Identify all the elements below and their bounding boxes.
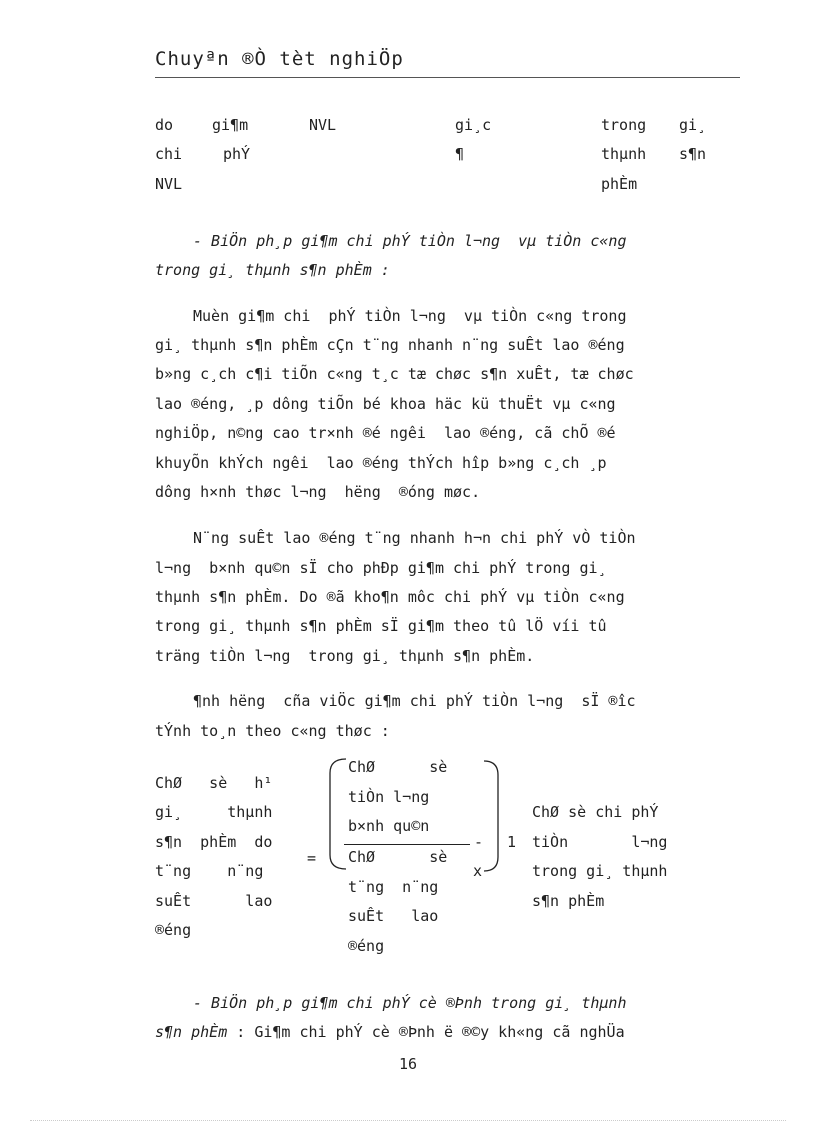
wages-heading-line2: trong gi¸ thµnh s¶n phÈm :: [155, 261, 390, 279]
wages-heading-line1: - BiÖn ph¸p gi¶m chi phÝ tiÒn l¬ng vµ tiÒn c«ng: [193, 232, 627, 250]
text-line: tÝnh to¸n theo c«ng thøc :: [155, 722, 390, 740]
one-value: 1: [507, 833, 517, 851]
formula-right-line: s¶n phÈm: [532, 892, 605, 910]
denominator-line: ChØ sè: [348, 848, 448, 866]
formula-left-line: gi¸ thµnh: [155, 803, 273, 821]
fixed-cost-text: : Gi¶m chi phÝ cè ®Þnh ë ®©y kh«ng cã nghÜa: [227, 1023, 625, 1041]
page-header-title: Chuyªn ®Ò tèt nghiÖp: [155, 48, 404, 70]
table-cell: gi¸c: [455, 116, 492, 134]
text-line: thµnh s¶n phÈm. Do ®ã kho¶n môc chi phÝ vµ tiÒn c«ng: [155, 588, 625, 606]
text-line: dông h×nh thøc l¬ng hëng ®óng møc.: [155, 483, 481, 501]
bottom-dotted-rule: [30, 1120, 786, 1121]
formula-left-line: ChØ sè h¹: [155, 774, 273, 792]
denominator-line: t¨ng n¨ng: [348, 878, 439, 896]
text-line: nghiÖp, n©ng cao tr×nh ®é ngêi lao ®éng, cã chÕ ®é: [155, 424, 616, 442]
denominator-line: suÊt lao: [348, 907, 439, 925]
text-line: l¬ng b×nh qu©n sÏ cho phÐp gi¶m chi phÝ trong gi¸: [155, 559, 607, 577]
formula-left-line: s¶n phÈm do: [155, 833, 273, 851]
fraction-bar: [344, 844, 470, 845]
fixed-cost-heading-line1: - BiÖn ph¸p gi¶m chi phÝ cè ®Þnh trong gi¸ thµnh: [193, 994, 627, 1012]
formula-left-line: suÊt lao: [155, 892, 273, 910]
text-line: lao ®éng, ¸p dông tiÕn bé khoa häc kü thuËt vµ c«ng: [155, 395, 616, 413]
table-cell: trong: [601, 116, 647, 134]
text-line: träng tiÒn l¬ng trong gi¸ thµnh s¶n phÈm.: [155, 647, 535, 665]
page-number: 16: [398, 1055, 418, 1073]
table-cell: s¶n: [679, 145, 707, 163]
formula-right-line: trong gi¸ thµnh: [532, 862, 668, 880]
text-line: ¶nh hëng cña viÖc gi¶m chi phÝ tiÒn l¬ng sÏ ®îc: [193, 692, 636, 710]
fixed-cost-heading-tail: s¶n phÈm: [155, 1023, 228, 1041]
table-cell: ¶: [455, 145, 465, 163]
table-cell: chi: [155, 145, 183, 163]
numerator-line: b×nh qu©n: [348, 817, 430, 835]
table-cell: phÈm: [601, 175, 638, 193]
table-cell: gi¶m: [212, 116, 249, 134]
formula-left-line: ®éng: [155, 921, 192, 939]
text-line: b»ng c¸ch c¶i tiÕn c«ng t¸c tæ chøc s¶n xuÊt, tæ chøc: [155, 365, 634, 383]
text-line: khuyÕn khÝch ngêi lao ®éng thÝch hîp b»ng c¸ch ¸p: [155, 454, 607, 472]
header-rule: [155, 77, 740, 78]
text-line: gi¸ thµnh s¶n phÈm cÇn t¨ng nhanh n¨ng suÊt lao ®éng: [155, 336, 625, 354]
table-cell: thµnh: [601, 145, 647, 163]
text-line: trong gi¸ thµnh s¶n phÈm sÏ gi¶m theo tû lÖ víi tû: [155, 617, 607, 635]
formula-left-line: t¨ng n¨ng: [155, 862, 264, 880]
table-cell: gi¸: [679, 116, 707, 134]
formula-right-line: tiÒn l¬ng: [532, 833, 668, 851]
text-line: N¨ng suÊt lao ®éng t¨ng nhanh h¬n chi phÝ vÒ tiÒn: [193, 529, 636, 547]
table-cell: NVL: [155, 175, 183, 193]
minus-sign: -: [474, 833, 484, 851]
text-line: Muèn gi¶m chi phÝ tiÒn l¬ng vµ tiÒn c«ng trong: [193, 307, 627, 325]
table-cell: NVL: [309, 116, 337, 134]
table-cell: phÝ: [223, 145, 251, 163]
right-brace-icon: [480, 757, 510, 877]
fixed-cost-line2: [155, 1022, 625, 1042]
numerator-line: tiÒn l¬ng: [348, 788, 430, 806]
times-sign: x: [473, 862, 483, 880]
numerator-line: ChØ sè: [348, 758, 448, 776]
table-cell: do: [155, 116, 174, 134]
denominator-line: ®éng: [348, 937, 385, 955]
equals-sign: =: [307, 849, 317, 867]
formula-right-line: ChØ sè chi phÝ: [532, 803, 659, 821]
